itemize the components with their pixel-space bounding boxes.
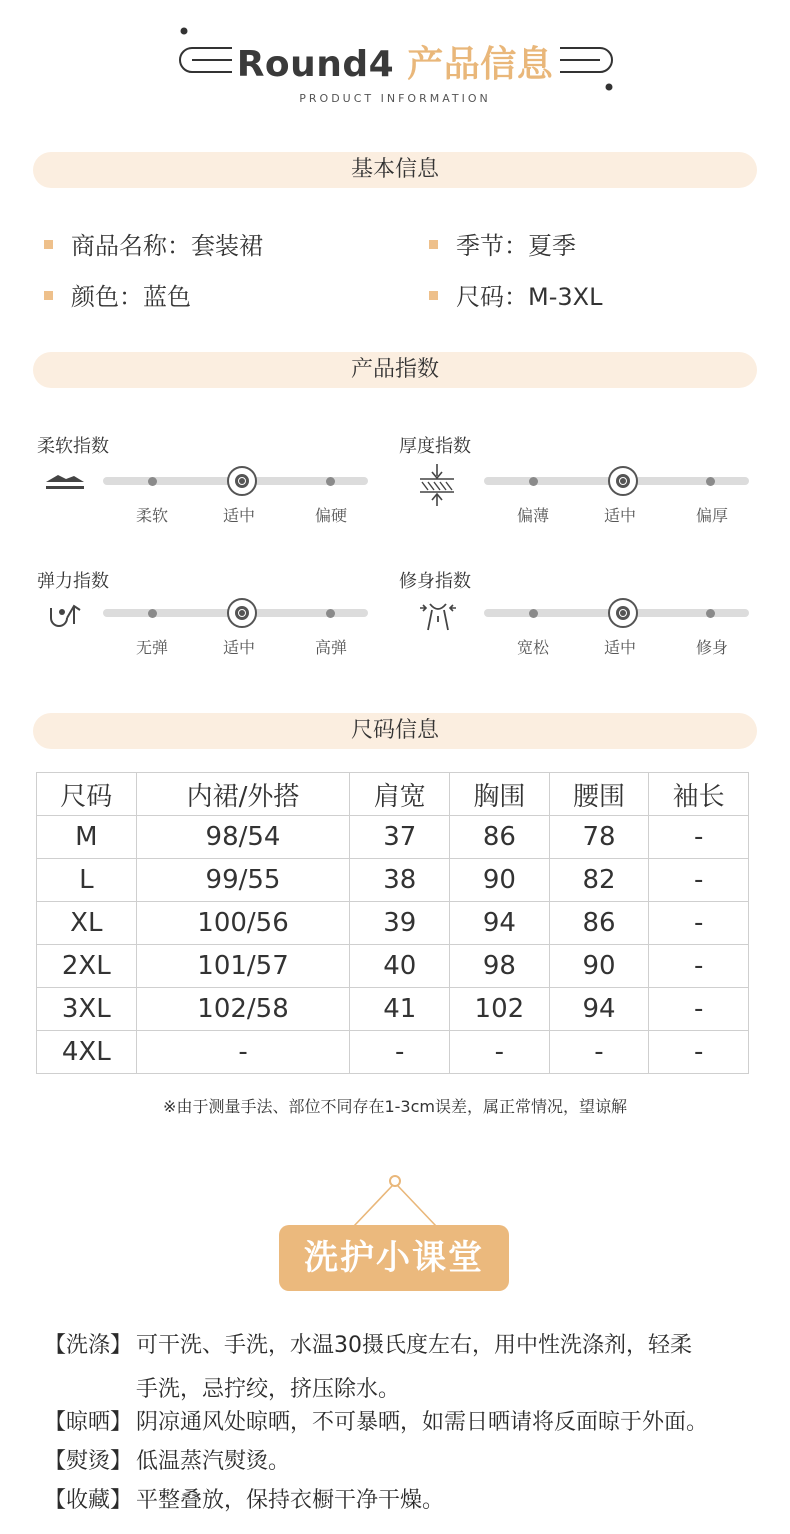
table-cell: -: [549, 1031, 649, 1074]
table-cell: -: [649, 859, 749, 902]
table-cell: XL: [37, 902, 137, 945]
table-cell: 3XL: [37, 988, 137, 1031]
col-header-sleeve: 袖长: [649, 773, 749, 816]
care-wash-text: 可干洗、手洗，水温30摄氏度左右，用中性洗涤剂，轻柔: [136, 1333, 692, 1358]
size-table: [36, 772, 749, 1074]
table-row: [37, 859, 749, 902]
elasticity-label: 弹力指数: [37, 571, 109, 592]
care-store-text: 平整叠放，保持衣橱干净干燥。: [136, 1488, 445, 1513]
care-store-key: 【收藏】: [44, 1488, 133, 1513]
care-wash: [44, 1327, 692, 1365]
care-class-badge: 洗护小课堂: [279, 1225, 509, 1291]
thickness-option-1: 适中: [603, 506, 636, 525]
table-cell: -: [136, 1031, 350, 1074]
hanging-string-ornament: [350, 1172, 440, 1228]
bullet-square: [44, 291, 53, 300]
table-cell: 101/57: [136, 945, 350, 988]
table-cell: 2XL: [37, 945, 137, 988]
table-cell: 82: [549, 859, 649, 902]
care-iron-text: 低温蒸汽熨烫。: [136, 1449, 291, 1474]
care-dry-text: 阴凉通风处晾晒，不可暴晒，如需日晒请将反面晾于外面。: [136, 1410, 709, 1435]
care-dry-key: 【晾晒】: [44, 1410, 133, 1435]
col-header-size: 尺码: [37, 773, 137, 816]
bullet-square: [429, 291, 438, 300]
elasticity-option-0: 无弹: [135, 638, 168, 657]
shoe-sole-icon: [44, 470, 86, 492]
softness-label: 柔软指数: [37, 436, 109, 457]
table-cell: 86: [549, 902, 649, 945]
thickness-selected-marker: [608, 466, 638, 496]
page-subtitle: PRODUCT INFORMATION: [299, 92, 491, 105]
table-cell: 78: [549, 816, 649, 859]
thickness-dot-2: [706, 477, 715, 486]
section-basic-info: 基本信息: [33, 152, 757, 188]
table-row: [37, 816, 749, 859]
section-product-index: 产品指数: [33, 352, 757, 388]
table-cell: 38: [350, 859, 450, 902]
col-header-chest: 胸围: [450, 773, 550, 816]
table-cell: 90: [549, 945, 649, 988]
bullet-square: [429, 240, 438, 249]
table-cell: 40: [350, 945, 450, 988]
table-row: [37, 988, 749, 1031]
table-cell: -: [350, 1031, 450, 1074]
info-size-range: 尺码：M-3XL: [429, 277, 602, 312]
fit-selected-marker: [608, 598, 638, 628]
table-row: [37, 902, 749, 945]
section-size-info: 尺码信息: [33, 713, 757, 749]
size-note: ※由于测量手法、部位不同存在1-3cm误差，属正常情况，望谅解: [163, 1097, 627, 1116]
table-cell: 98: [450, 945, 550, 988]
info-season: 季节：夏季: [429, 226, 576, 261]
table-cell: 39: [350, 902, 450, 945]
col-header-shoulder: 肩宽: [350, 773, 450, 816]
table-cell: 94: [450, 902, 550, 945]
care-store: [44, 1482, 444, 1520]
softness-option-2: 偏硬: [314, 506, 347, 525]
table-cell: -: [649, 945, 749, 988]
fit-dot-2: [706, 609, 715, 618]
elasticity-dot-2: [326, 609, 335, 618]
fit-dot-0: [529, 609, 538, 618]
elasticity-selected-marker: [227, 598, 257, 628]
stretch-icon: [48, 600, 82, 630]
softness-option-1: 适中: [222, 506, 255, 525]
fit-option-1: 适中: [603, 638, 636, 657]
table-cell: -: [649, 902, 749, 945]
table-cell: 86: [450, 816, 550, 859]
col-header-inner-outer: 内裙/外搭: [136, 773, 350, 816]
fit-option-0: 宽松: [516, 638, 549, 657]
table-row: [37, 1031, 749, 1074]
table-cell: 102/58: [136, 988, 350, 1031]
table-cell: M: [37, 816, 137, 859]
softness-option-0: 柔软: [135, 506, 168, 525]
care-dry: [44, 1404, 708, 1442]
care-wash-key: 【洗涤】: [44, 1333, 133, 1358]
table-row: [37, 945, 749, 988]
care-iron-key: 【熨烫】: [44, 1449, 133, 1474]
title-zh: 产品信息: [407, 44, 554, 85]
care-iron: [44, 1443, 290, 1481]
thickness-option-2: 偏厚: [695, 506, 728, 525]
table-header-row: [37, 773, 749, 816]
thickness-icon: [418, 464, 456, 508]
table-cell: 94: [549, 988, 649, 1031]
bullet-square: [44, 240, 53, 249]
table-cell: 41: [350, 988, 450, 1031]
table-cell: 102: [450, 988, 550, 1031]
info-product-name: 商品名称：套装裙: [44, 226, 263, 261]
softness-dot-0: [148, 477, 157, 486]
fit-option-2: 修身: [695, 638, 728, 657]
softness-selected-marker: [227, 466, 257, 496]
thickness-option-0: 偏薄: [516, 506, 549, 525]
table-cell: -: [649, 1031, 749, 1074]
col-header-waist: 腰围: [549, 773, 649, 816]
table-cell: 99/55: [136, 859, 350, 902]
info-color: 颜色：蓝色: [44, 277, 191, 312]
elasticity-dot-0: [148, 609, 157, 618]
table-cell: 37: [350, 816, 450, 859]
fit-label: 修身指数: [399, 571, 471, 592]
table-cell: 90: [450, 859, 550, 902]
care-wash-continued: 手洗，忌拧绞，挤压除水。: [136, 1377, 401, 1402]
table-cell: 4XL: [37, 1031, 137, 1074]
page-title: [0, 36, 790, 87]
elasticity-option-1: 适中: [222, 638, 255, 657]
table-cell: -: [649, 816, 749, 859]
title-en: Round4: [236, 44, 395, 85]
table-cell: 98/54: [136, 816, 350, 859]
softness-dot-2: [326, 477, 335, 486]
thickness-dot-0: [529, 477, 538, 486]
table-cell: -: [649, 988, 749, 1031]
header: [0, 0, 790, 120]
table-cell: 100/56: [136, 902, 350, 945]
elasticity-option-2: 高弹: [314, 638, 347, 657]
table-cell: L: [37, 859, 137, 902]
table-cell: -: [450, 1031, 550, 1074]
thickness-label: 厚度指数: [399, 436, 471, 457]
fit-icon: [418, 600, 458, 634]
